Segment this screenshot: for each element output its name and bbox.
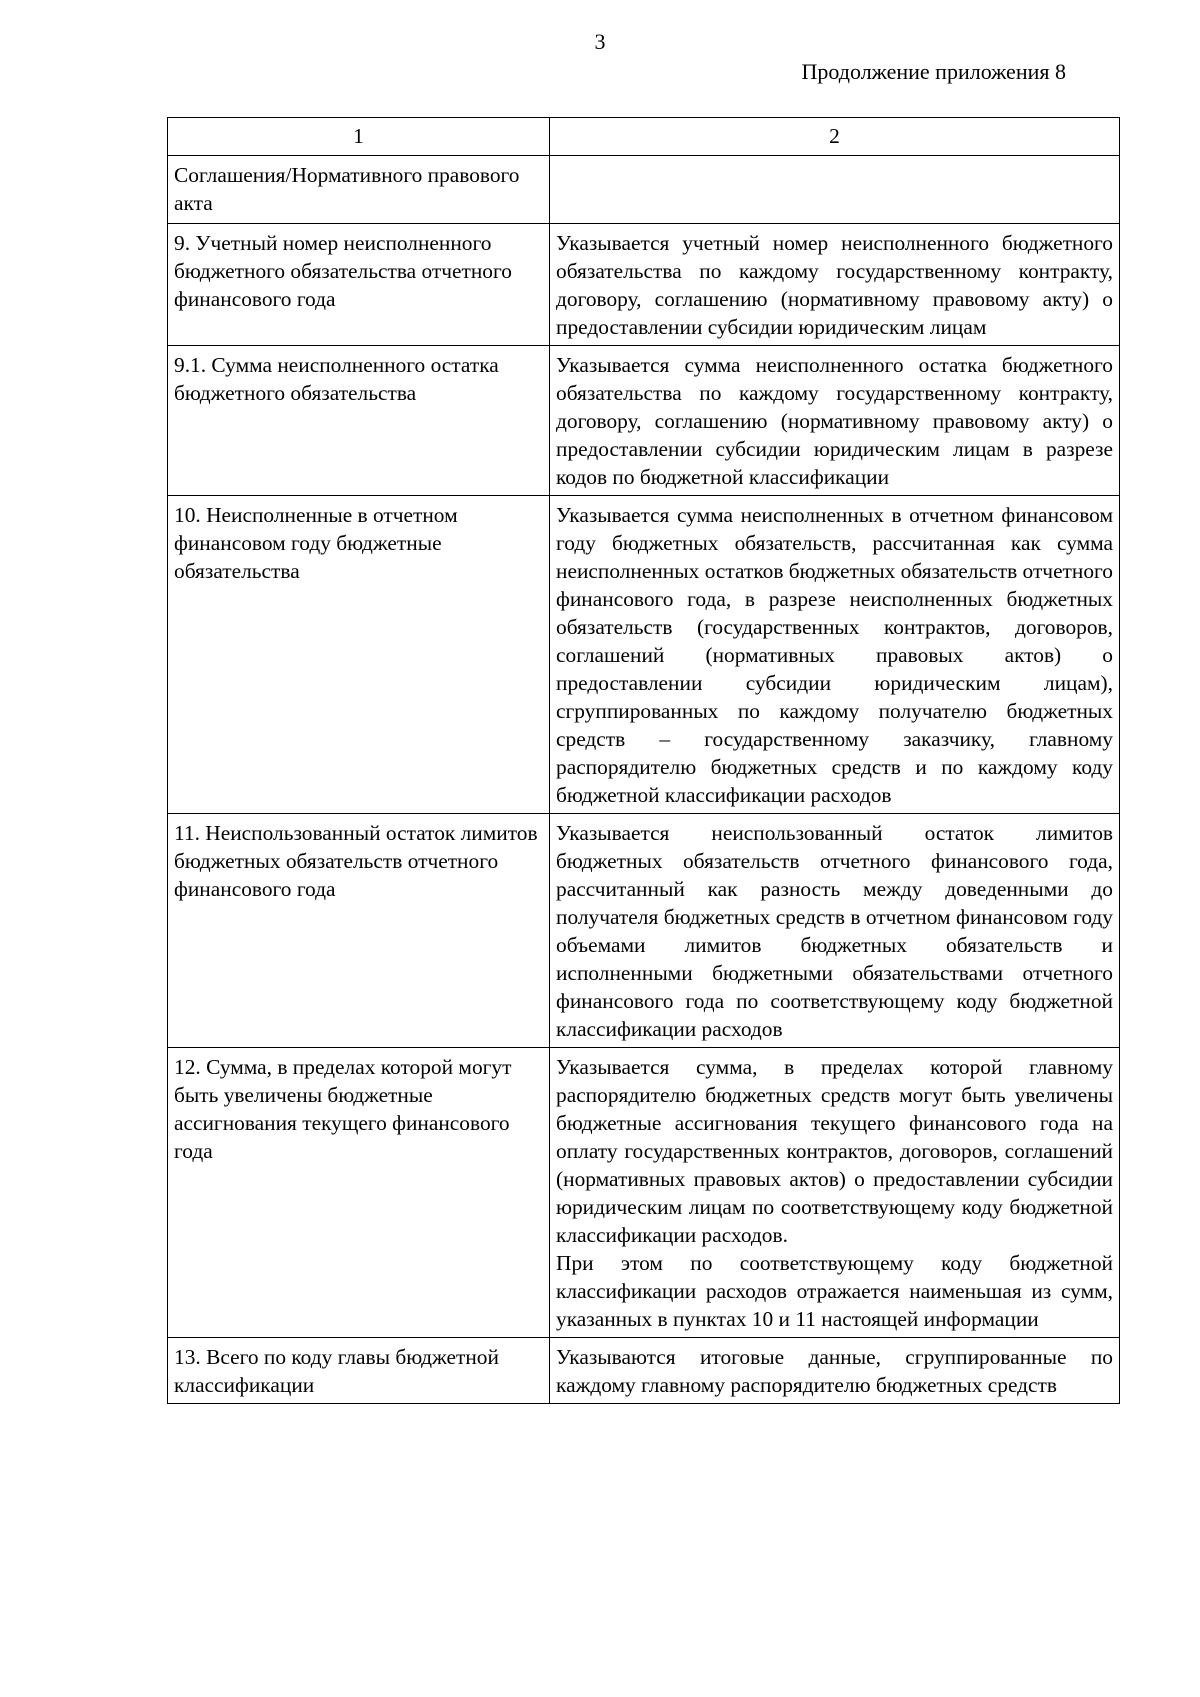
table-row: [168, 224, 1120, 346]
field-description-cell: [550, 814, 1120, 1048]
field-name-cell: 13. Всего по коду главы бюджетной классификации: [168, 1338, 550, 1404]
column-header: 2: [550, 118, 1120, 156]
table-row: [168, 1048, 1120, 1338]
field-name-cell: Соглашения/Нормативного правового акта: [168, 156, 550, 224]
field-description-cell: [550, 156, 1120, 224]
column-header: 1: [168, 118, 550, 156]
description-paragraph: Указываются итоговые данные, сгруппированные по каждому главному распорядителю бюджетных средств: [556, 1345, 1113, 1397]
field-name-cell: 9.1. Сумма неисполненного остатка бюджетного обязательства: [168, 346, 550, 496]
table-row: [168, 156, 1120, 224]
description-paragraph: Указывается неиспользованный остаток лимитов бюджетных обязательств отчетного финансового года, рассчитанный как разность между доведенными до получателя бюджетных средств в отчетном финансовом году объемами лимитов бюджетных обязательств и исполненными бюджетными обязательствами отчетного финансового года по соответствующему коду бюджетной классификации расходов: [556, 821, 1113, 1041]
table-row: [168, 1338, 1120, 1404]
description-paragraph: Указывается учетный номер неисполненного бюджетного обязательства по каждому государственному контракту, договору, соглашению (нормативному правовому акту) о предоставлении субсидии юридическим лицам: [556, 231, 1113, 339]
description-paragraph: Указывается сумма неисполненного остатка бюджетного обязательства по каждому государственному контракту, договору, соглашению (нормативному правовому акту) о предоставлении субсидии юридическим лицам в разрезе кодов по бюджетной классификации: [556, 353, 1113, 489]
field-description-cell: [550, 496, 1120, 814]
description-paragraph: При этом по соответствующему коду бюджетной классификации расходов отражается наименьшая из сумм, указанных в пунктах 10 и 11 настоящей информации: [556, 1251, 1113, 1331]
field-name-cell: 11. Неиспользованный остаток лимитов бюджетных обязательств отчетного финансового года: [168, 814, 550, 1048]
appendix-continuation-label: Продолжение приложения 8: [801, 59, 1066, 84]
field-description-cell: [550, 224, 1120, 346]
field-description-cell: [550, 1048, 1120, 1338]
table-row: [168, 346, 1120, 496]
field-name-cell: 10. Неисполненные в отчетном финансовом году бюджетные обязательства: [168, 496, 550, 814]
description-table: [167, 117, 1120, 1404]
page-number: 3: [594, 29, 606, 54]
field-name-cell: 12. Сумма, в пределах которой могут быть увеличены бюджетные ассигнования текущего финансового года: [168, 1048, 550, 1338]
table-header-row: [168, 118, 1120, 156]
description-paragraph: Указывается сумма, в пределах которой главному распорядителю бюджетных средств могут быть увеличены бюджетные ассигнования текущего финансового года на оплату государственных контрактов, договоров, соглашений (нормативных правовых актов) о предоставлении субсидии юридическим лицам по соответствующему коду бюджетной классификации расходов.: [556, 1055, 1113, 1247]
description-paragraph: Указывается сумма неисполненных в отчетном финансовом году бюджетных обязательств, рассчитанная как сумма неисполненных остатков бюджетных обязательств отчетного финансового года, в разрезе неисполненных бюджетных обязательств (государственных контрактов, договоров, соглашений (нормативных правовых актов) о предоставлении субсидии юридическим лицам), сгруппированных по каждому получателю бюджетных средств – государственному заказчику, главному распорядителю бюджетных средств и по каждому коду бюджетной классификации расходов: [556, 503, 1113, 807]
field-name-cell: 9. Учетный номер неисполненного бюджетного обязательства отчетного финансового года: [168, 224, 550, 346]
field-description-cell: [550, 346, 1120, 496]
field-description-cell: [550, 1338, 1120, 1404]
table-row: [168, 496, 1120, 814]
table-row: [168, 814, 1120, 1048]
